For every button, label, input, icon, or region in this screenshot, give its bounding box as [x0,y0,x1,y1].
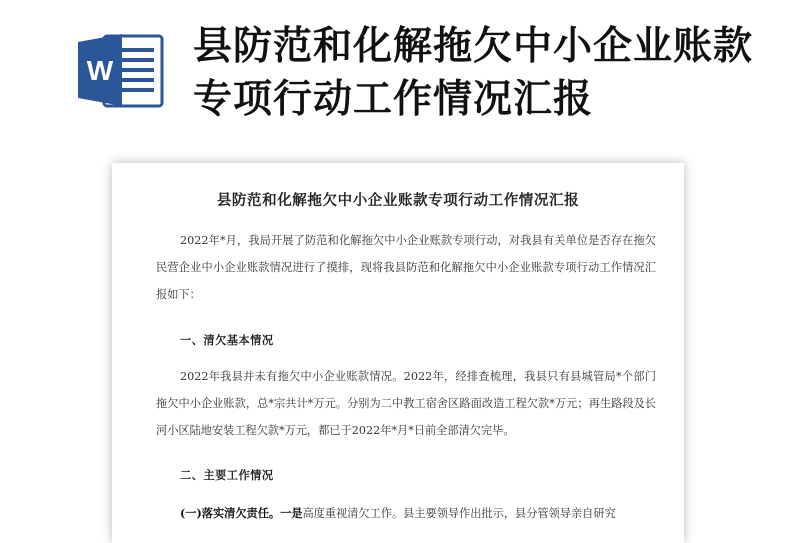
word-icon-letter: W [86,55,114,86]
intro-text: 2022年*月，我局开展了防范和化解拖欠中小企业账款专项行动，对我县有关单位是否存在拖欠民营企业中小企业账款情况进行了摸排，现将我县防范和化解拖欠中小企业账款专项行动工作情况汇报如下： [156,234,656,301]
section-2-heading: 二、主要工作情况 [180,468,274,482]
banner-title [193,20,783,126]
document-page [112,163,684,543]
section-2-item-1-lead: 一是 [280,506,303,520]
word-icon [76,30,164,110]
section-2-item-1-label: (一)落实清欠责任。 [180,506,281,520]
section-1-heading: 一、清欠基本情况 [180,333,274,347]
section-2-paragraph [156,500,676,527]
banner-title-line-2: 专项行动工作情况汇报 [193,77,594,122]
intro-paragraph [156,227,656,308]
banner [0,0,800,140]
section-2-item-1-text: 高度重视清欠工作。县主要领导作出批示，县分管领导亲自研究 [302,507,616,520]
section-1-text: 2022年我县并未有拖欠中小企业账款情况。2022年，经排查梳理，我县只有县城管局*个部门拖欠中小企业账款，总*宗共计*万元。分别为二中教工宿舍区路面改造工程欠款*万元；再生路段及长河小区陆地安装工程欠款*万元，都已于2022年*月*日前全部清欠完毕。 [156,370,656,437]
section-1-paragraph [156,363,656,444]
banner-title-line-1: 县防范和化解拖欠中小企业账款 [193,24,754,69]
document-title: 县防范和化解拖欠中小企业账款专项行动工作情况汇报 [216,192,580,209]
